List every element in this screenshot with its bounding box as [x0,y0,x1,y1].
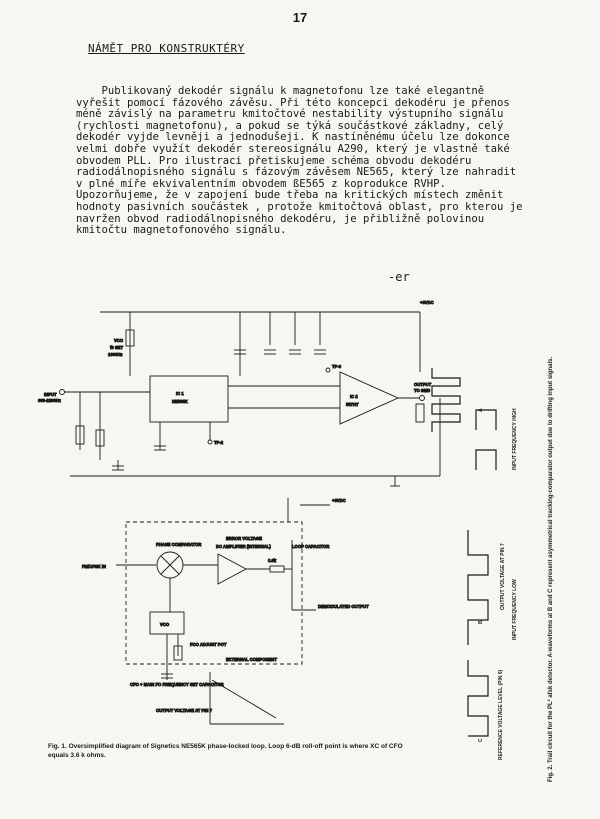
output-label: OUTPUT [414,382,432,387]
article-line: navržen obvod radiodálnopisného dekodéru, je přibližně polovinou [76,212,485,225]
input-range: 600-2200Hz [38,398,61,403]
resistor-label: 3.6k [268,558,277,563]
article-line: kmitočtu magnetofonového signálu. [76,224,287,237]
ic1-label: IC 1 [176,391,184,396]
freq-cap-label: CFO + MAIN FO FREQUENCY SET CAPACITOR [130,682,224,687]
vco-label: VCO [114,338,124,343]
voltage-slope [212,680,276,718]
dc-amp-label: DC AMPLIFIER (INTERNAL) [216,544,271,549]
ic1-box [150,376,228,422]
waveform-c [468,660,488,736]
error-voltage-label: ERROR VOLTAGE [226,536,262,541]
label-input-high: INPUT FREQUENCY HIGH [512,408,518,470]
article-line: vyřešit pomocí fázového závěsu. Při této koncepci dekodéru je přenos [76,96,510,109]
article-line: hodnoty pasivních součástek , protože kmitočtová oblast, pro kterou je [76,200,523,213]
block-input-label: FM/AFSK IN [82,564,106,569]
label-output-pin7: OUTPUT VOLTAGE AT PIN 7 [500,543,506,610]
article-line: (rychlosti magnetofonu), a pokud se týká součástkové základny, celý [76,119,504,132]
article-heading: NÁMĚT PRO KONSTRUKTÉRY [88,42,245,55]
output-voltage-label: OUTPUT VOLTAGE AT PIN 7 [156,708,212,713]
external-label: EXTERNAL COMPONENT [226,657,277,662]
vco-freq: 1000Hz [108,352,123,357]
ic2-label: IC 2 [350,394,358,399]
vco-block-label: VCO [160,622,170,627]
label-input-low: INPUT FREQUENCY LOW [512,579,518,640]
ic2-part: 557HT [346,402,359,407]
label-a: A [478,408,484,412]
phase-comparator-label: PHASE COMPARATOR [156,542,202,547]
vco-set: f0 SET [110,345,124,350]
article-line: méně závislý na parametru kmitočtové nestability výstupního signálu [76,108,504,121]
tp3-label: TP-3 [332,364,342,369]
waveform-a [432,368,460,432]
waveform-b [468,530,488,645]
pll-block-diagram [82,498,369,724]
article-line: Upozorňujeme, že v zapojení bude třeba na kritických místech změnit [76,189,504,202]
input-label: INPUT [44,392,57,397]
label-c: C [478,738,484,742]
loop-cap-label: LOOP CAPACITOR [292,544,330,549]
label-reference: REFERENCE VOLTAGE LEVEL (PIN 6) [498,669,504,760]
article-line: velmi dobře využít dekodér stereosignálu A290, který je vlastně také [76,142,510,155]
tp2-label: TP-2 [214,440,224,445]
waveforms [432,368,496,736]
output-sub: TO SMD [414,388,431,393]
article-line: Publikovaný dekodér signálu k magnetofonu lze také elegantně [76,85,485,97]
fig2-caption: Fig. 2. Trail circuit for the PL² afsk detector. A-waveforms at B and C represent asymmetrical tracking-comparator output due to drifting input signals. [548,356,554,782]
article-line: v plné míře ekvivalentním obvodem ßE565 z koprodukce RVHP. [76,177,446,190]
ic1-part: NE565K [172,399,188,404]
fig1-caption: Fig. 1. Oversimplified diagram of Signetics NE565K phase-locked loop. Loop 6-dB roll-off point is where XC of CFO equals 3.6 k ohms. [48,743,403,759]
article-line: dekodér vyjde levněji a jednodušeji. K nastíněnému účelu lze dokonce [76,131,510,144]
trail-circuit [38,300,440,486]
article-line: obvodem PLL. Pro ilustraci přetiskujeme schéma obvodu dekodéru [76,154,472,167]
label-b: B [478,620,484,624]
article-line: radiodálnopisného signálu s fázovým závěsem NE565, který lze nahradit [76,166,517,179]
fco-adjust-label: FCO ADJUST POT [190,642,227,647]
page-number: 17 [292,10,308,25]
ic2-amplifier [340,372,398,424]
author-signature: -er [388,270,410,284]
supply-label: +6VDC [420,300,434,305]
block-supply-label: +6VDC [332,498,346,503]
dc-amplifier [218,554,246,584]
demod-output-label: DEMODULATED OUTPUT [318,604,369,609]
